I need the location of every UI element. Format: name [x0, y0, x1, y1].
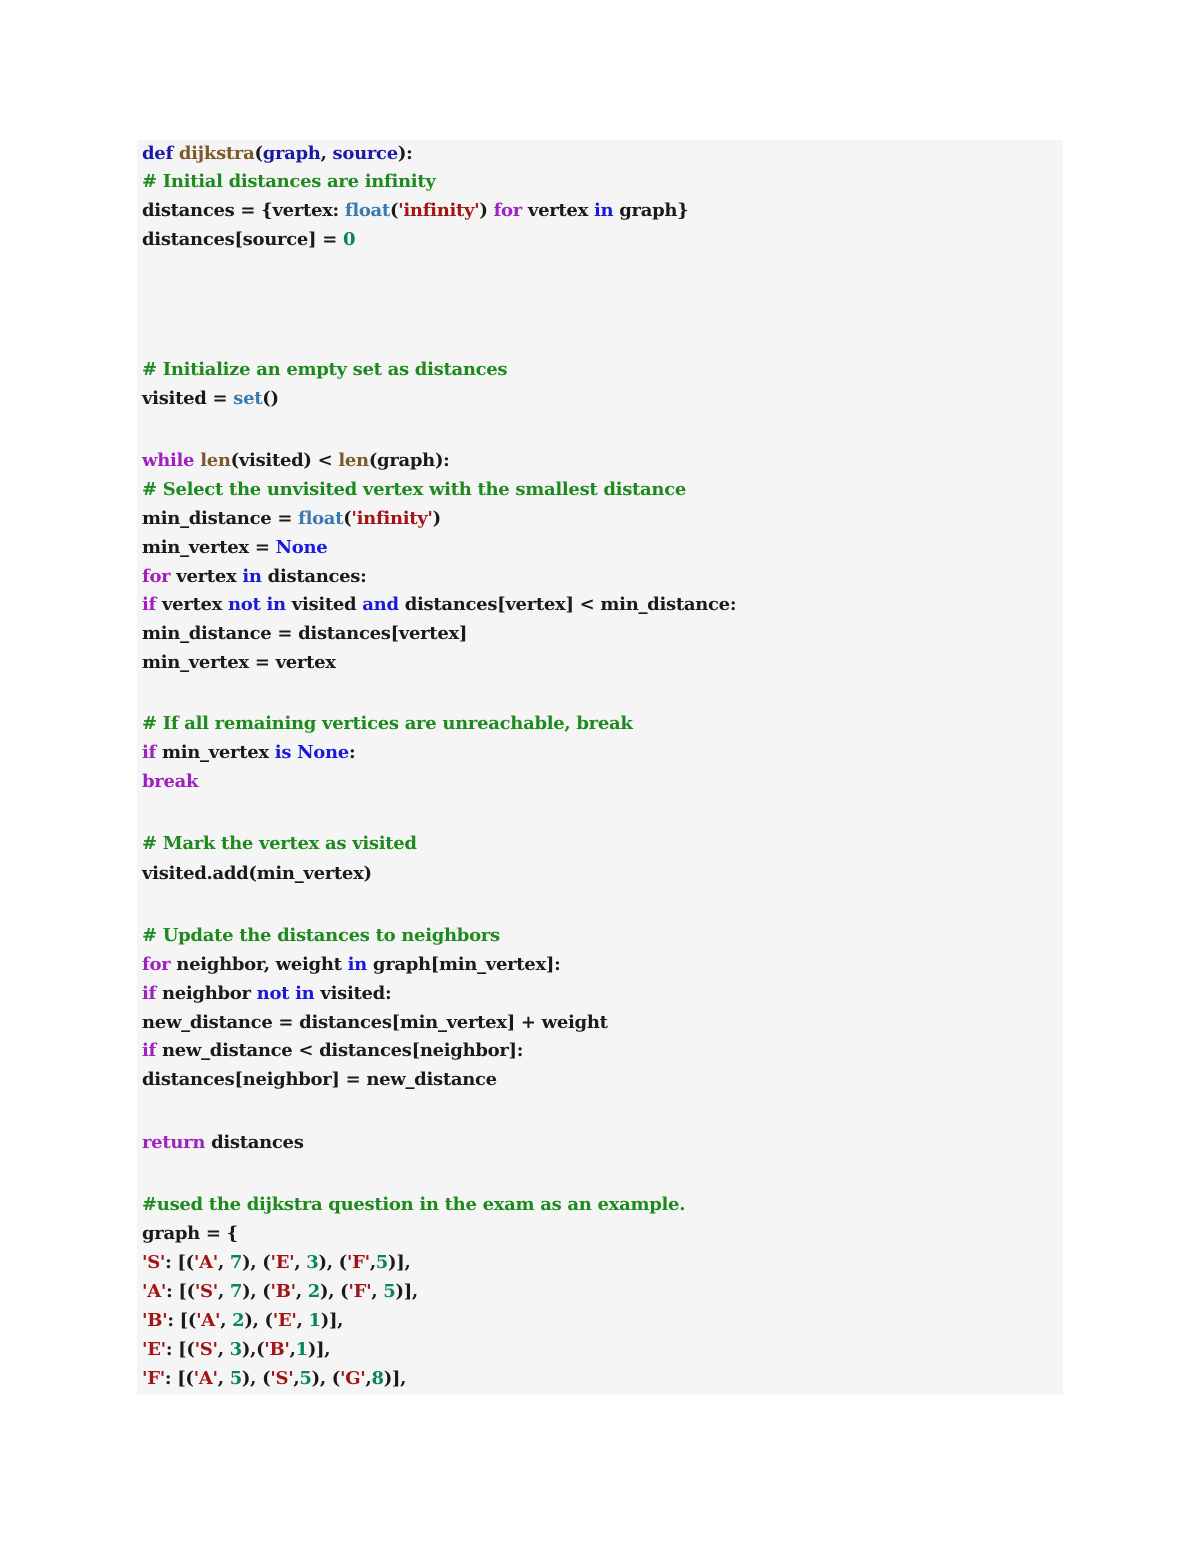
code-line — [142, 1066, 497, 1094]
code-token: 'B' — [142, 1310, 168, 1331]
code-token: min_distance = — [142, 508, 299, 529]
code-token: ): — [397, 143, 413, 164]
code-token: graph[min_vertex]: — [366, 954, 561, 975]
code-token: 'S' — [194, 1339, 218, 1360]
code-token: () — [262, 388, 279, 409]
code-line — [142, 168, 436, 196]
code-token: )], — [395, 1281, 418, 1302]
code-token: ), ( — [318, 1252, 347, 1273]
code-token: vertex — [521, 200, 594, 221]
code-token: in — [242, 566, 262, 587]
code-token: ), ( — [311, 1368, 340, 1389]
code-token: new_distance < distances[neighbor]: — [155, 1040, 524, 1061]
code-token: source — [332, 143, 398, 164]
code-token: visited — [285, 594, 363, 615]
code-line — [142, 922, 500, 950]
code-token: neighbor, weight — [170, 954, 348, 975]
code-token: for — [493, 200, 522, 221]
code-token: distances[neighbor] = new_distance — [142, 1069, 497, 1090]
code-line — [142, 140, 412, 168]
code-token: ) — [479, 200, 494, 221]
code-token: , — [371, 1281, 384, 1302]
code-token: min_vertex = — [142, 537, 276, 558]
code-token: 'infinity' — [398, 200, 480, 221]
code-token: ) — [432, 508, 441, 529]
code-token: 'E' — [142, 1339, 166, 1360]
code-token: distances[vertex] < min_distance: — [398, 594, 737, 615]
code-line — [142, 563, 366, 591]
code-token: for — [142, 954, 171, 975]
code-token: # If all remaining vertices are unreachable, break — [142, 713, 633, 734]
code-token: 'A' — [196, 1310, 221, 1331]
code-token: break — [142, 771, 199, 792]
code-token: 'F' — [142, 1368, 165, 1389]
code-token: , — [220, 1310, 233, 1331]
code-line — [142, 620, 467, 648]
code-line — [142, 505, 441, 533]
code-block — [137, 140, 1063, 1395]
code-line — [142, 1191, 685, 1219]
code-token: 'E' — [272, 1310, 297, 1331]
code-token: 5 — [229, 1368, 242, 1389]
code-line — [142, 649, 336, 677]
code-token: 5 — [383, 1281, 396, 1302]
code-token: ),( — [241, 1339, 265, 1360]
code-token: graph} — [613, 200, 689, 221]
code-token: 'S' — [194, 1281, 218, 1302]
code-token: len — [338, 450, 369, 471]
code-line — [142, 447, 450, 475]
code-line — [142, 739, 355, 767]
code-token: float — [298, 508, 344, 529]
code-token: return — [142, 1132, 206, 1153]
code-token: vertex — [155, 594, 229, 615]
code-token: min_distance = distances[vertex] — [142, 623, 468, 644]
code-token: : [( — [166, 1281, 195, 1302]
code-token: , — [289, 1339, 296, 1360]
code-token: 0 — [342, 229, 356, 250]
code-token: distances: — [261, 566, 367, 587]
code-line — [142, 1249, 410, 1277]
code-token: 'B' — [270, 1281, 296, 1302]
code-token: min_vertex — [155, 742, 275, 763]
code-token: , — [217, 1339, 230, 1360]
code-token: set — [233, 388, 263, 409]
code-line — [142, 591, 736, 619]
code-token: ), ( — [242, 1252, 271, 1273]
code-token: 8 — [371, 1368, 384, 1389]
code-token: 'F' — [346, 1252, 370, 1273]
code-token: ), ( — [242, 1281, 271, 1302]
code-token: 'E' — [270, 1252, 295, 1273]
code-token: )], — [383, 1368, 407, 1389]
code-token: , — [293, 1368, 300, 1389]
code-token: 2 — [232, 1310, 245, 1331]
code-token: , — [217, 1368, 230, 1389]
code-line — [142, 385, 279, 413]
code-token: and — [362, 594, 399, 615]
code-token: 5 — [375, 1252, 389, 1273]
code-token: 'S' — [270, 1368, 294, 1389]
code-line — [142, 226, 355, 254]
code-token: distances[source] = — [142, 229, 343, 250]
code-line — [142, 951, 560, 979]
code-token: ), ( — [320, 1281, 349, 1302]
code-token: graph = { — [142, 1223, 238, 1244]
code-token: , — [217, 1281, 230, 1302]
code-token: neighbor — [155, 983, 257, 1004]
code-token: , — [320, 143, 333, 164]
code-token: visited = — [142, 388, 234, 409]
code-token: for — [142, 566, 171, 587]
code-token: # Update the distances to neighbors — [142, 925, 500, 946]
code-token: in — [347, 954, 367, 975]
code-token: : [( — [165, 1252, 194, 1273]
code-token: new_distance = distances[min_vertex] + weight — [142, 1012, 608, 1033]
code-token: ( — [343, 508, 352, 529]
code-line — [142, 356, 507, 384]
code-token: not in — [256, 983, 315, 1004]
code-token: ), ( — [241, 1368, 271, 1389]
code-token: 5 — [299, 1368, 312, 1389]
code-token: (visited) < — [230, 450, 339, 471]
code-token: 'G' — [340, 1368, 366, 1389]
code-token: 3 — [229, 1339, 242, 1360]
code-token: : [( — [164, 1368, 194, 1389]
code-token: in — [593, 200, 614, 221]
code-token: if — [142, 983, 156, 1004]
code-token: , — [217, 1252, 230, 1273]
code-token: 7 — [229, 1252, 243, 1273]
code-token: vertex — [170, 566, 243, 587]
code-token: while — [142, 450, 195, 471]
code-token: #used the dijkstra question in the exam as an example. — [142, 1194, 686, 1215]
code-line — [142, 980, 391, 1008]
code-token: 1 — [295, 1339, 308, 1360]
code-token: )], — [307, 1339, 331, 1360]
code-token: is — [274, 742, 292, 763]
code-token: # Select the unvisited vertex with the smallest distance — [142, 479, 687, 500]
code-token: if — [142, 1040, 156, 1061]
code-lines — [142, 140, 1063, 1395]
code-token: )], — [320, 1310, 344, 1331]
code-token: , — [294, 1252, 307, 1273]
code-token: , — [365, 1368, 372, 1389]
code-line — [142, 476, 686, 504]
code-line — [142, 1278, 418, 1306]
code-token: float — [344, 200, 390, 221]
code-token: visited.add(min_vertex) — [142, 863, 372, 884]
code-token: # Initialize an empty set as distances — [142, 359, 508, 380]
code-token: 'S' — [142, 1252, 166, 1273]
code-token: dijkstra — [178, 143, 255, 164]
code-token: , — [295, 1281, 308, 1302]
code-token: if — [142, 742, 156, 763]
code-line — [142, 860, 372, 888]
code-token: 'F' — [348, 1281, 372, 1302]
code-token: 'A' — [193, 1368, 218, 1389]
code-token: : [( — [167, 1310, 197, 1331]
code-token: 7 — [229, 1281, 243, 1302]
code-line — [142, 1365, 406, 1393]
code-token: None — [275, 537, 328, 558]
code-token: not in — [228, 594, 286, 615]
code-token: : [( — [165, 1339, 195, 1360]
code-token: , — [369, 1252, 376, 1273]
code-token: , — [296, 1310, 309, 1331]
code-token: min_vertex = vertex — [142, 652, 336, 673]
code-token: ), ( — [244, 1310, 273, 1331]
code-line — [142, 534, 327, 562]
code-token: )], — [388, 1252, 411, 1273]
code-token: len — [200, 450, 231, 471]
code-token: distances = {vertex: — [142, 200, 345, 221]
code-token: if — [142, 594, 156, 615]
code-line — [142, 768, 198, 796]
code-token: visited: — [314, 983, 392, 1004]
code-line — [142, 1129, 304, 1157]
code-line — [142, 1220, 238, 1248]
code-line — [142, 197, 688, 225]
code-token: 2 — [307, 1281, 321, 1302]
code-token: # Initial distances are infinity — [142, 171, 436, 192]
code-line — [142, 1037, 523, 1065]
code-token: graph — [262, 143, 321, 164]
code-token: (graph): — [368, 450, 450, 471]
code-token: # Mark the vertex as visited — [142, 833, 417, 854]
code-line — [142, 710, 633, 738]
code-line — [142, 1336, 330, 1364]
code-token: 3 — [306, 1252, 319, 1273]
code-token: 'A' — [142, 1281, 167, 1302]
code-line — [142, 1307, 343, 1335]
code-token: 'infinity' — [351, 508, 433, 529]
code-token: ( — [389, 200, 399, 221]
code-token: distances — [205, 1132, 304, 1153]
code-line — [142, 830, 417, 858]
code-token: ( — [254, 143, 263, 164]
code-token: 'A' — [193, 1252, 218, 1273]
code-token: 'B' — [264, 1339, 290, 1360]
code-token: None — [297, 742, 349, 763]
code-token: def — [142, 143, 179, 164]
code-token: 1 — [308, 1310, 321, 1331]
code-line — [142, 1009, 608, 1037]
code-token: : — [348, 742, 356, 763]
